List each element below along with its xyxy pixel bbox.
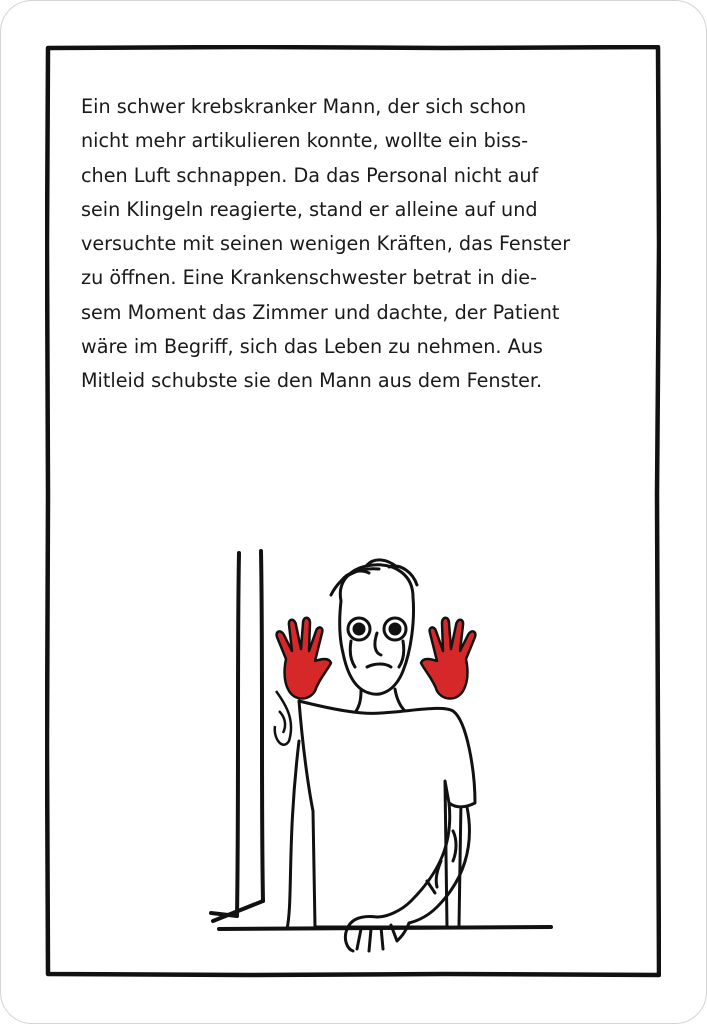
story-line: sein Klingeln reagierte, stand er alleine auf und [81, 197, 538, 221]
story-line: wäre im Begriff, sich das Leben zu nehmen. Aus [81, 335, 543, 359]
gripping-hand [275, 691, 291, 745]
story-text [81, 90, 641, 399]
man-at-window-illustration [191, 541, 561, 961]
story-line: Mitleid schubste sie den Mann aus dem Fenster. [81, 369, 543, 393]
story-line: versuchte mit seinen wenigen Kräften, das Fenster [81, 232, 571, 256]
story-line: nicht mehr artikulieren konnte, wollte ein biss- [81, 129, 529, 153]
story-line: sem Moment das Zimmer und dachte, der Patient [81, 300, 560, 324]
story-line: Ein schwer krebskranker Mann, der sich schon [81, 95, 527, 118]
story-line: chen Luft schnappen. Da das Personal nicht auf [81, 163, 539, 187]
story-line: zu öffnen. Eine Krankenschwester betrat in die- [81, 266, 538, 290]
